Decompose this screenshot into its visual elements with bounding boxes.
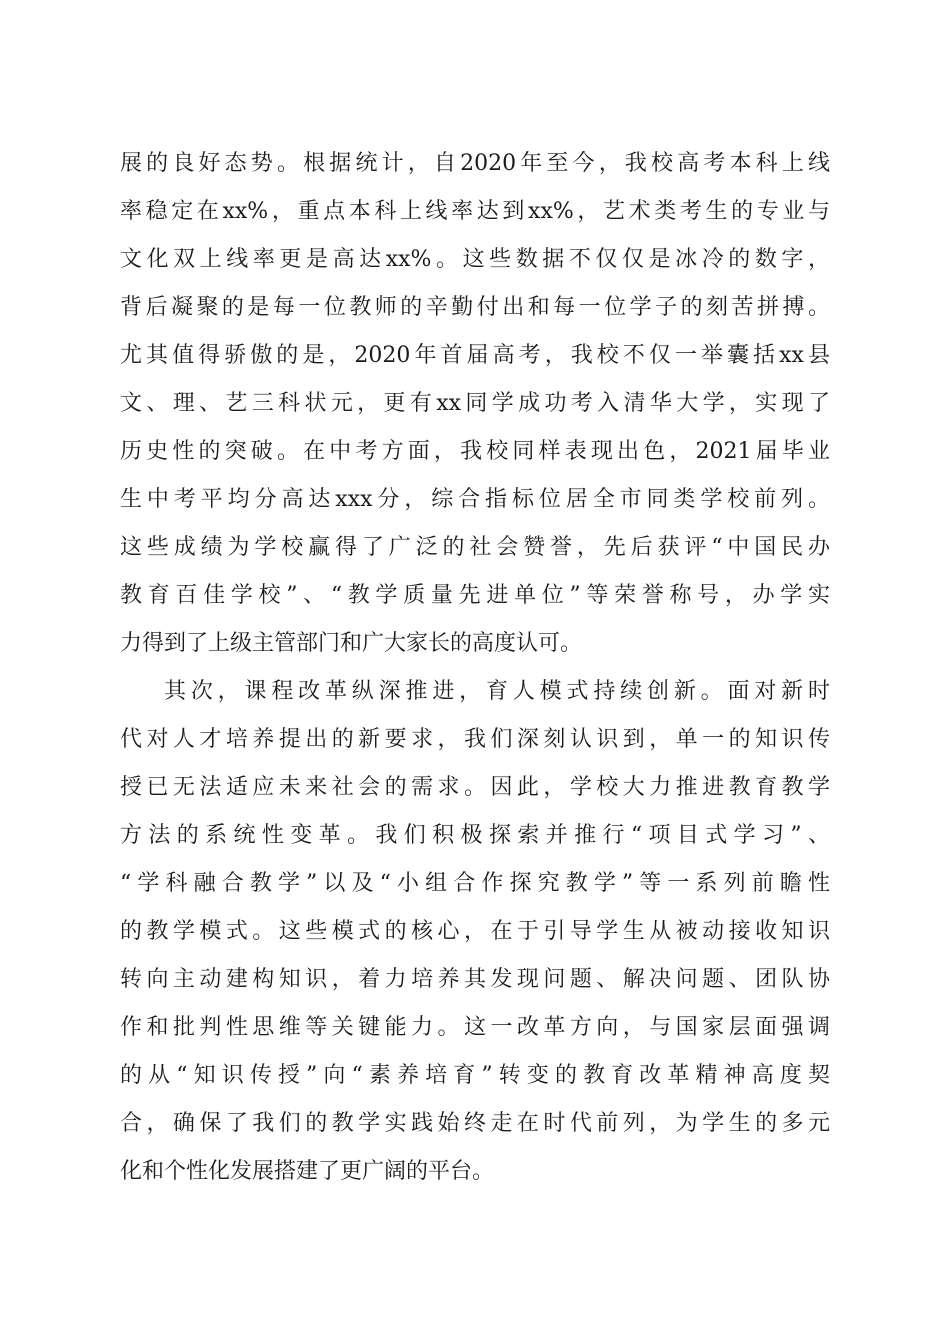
text-line: 教育百佳学校”、“教学质量先进单位”等荣誉称号，办学实 [120, 583, 830, 608]
paragraph-curriculum-reform [120, 668, 830, 1196]
text-line: 尤其值得骄傲的是，2020年首届高考，我校不仅一举囊括xx县 [120, 343, 830, 368]
text-line: 的从“知识传授”向“素养培育”转变的教育改革精神高度契 [120, 1063, 830, 1088]
text-line: 文、理、艺三科状元，更有xx同学成功考入清华大学，实现了 [120, 391, 830, 416]
text-line: 的教学模式。这些模式的核心，在于引导学生从被动接收知识 [120, 919, 830, 944]
text-line: 授已无法适应未来社会的需求。因此，学校大力推进教育教学 [120, 775, 830, 800]
text-line: 历史性的突破。在中考方面，我校同样表现出色，2021届毕业 [120, 439, 830, 464]
text-line: “学科融合教学”以及“小组合作探究教学”等一系列前瞻性 [120, 871, 830, 896]
text-line: 化和个性化发展搭建了更广阔的平台。 [120, 1159, 495, 1184]
text-line: 代对人才培养提出的新要求，我们深刻认识到，单一的知识传 [120, 727, 830, 752]
text-line: 作和批判性思维等关键能力。这一改革方向，与国家层面强调 [120, 1015, 830, 1040]
text-line: 生中考平均分高达xxx分，综合指标位居全市同类学校前列。 [120, 487, 830, 512]
text-line: 其次，课程改革纵深推进，育人模式持续创新。面对新时 [164, 679, 830, 704]
text-line: 文化双上线率更是高达xx%。这些数据不仅仅是冰冷的数字， [120, 247, 830, 272]
text-line: 背后凝聚的是每一位教师的辛勤付出和每一位学子的刻苦拼搏。 [120, 295, 830, 320]
text-line: 转向主动建构知识，着力培养其发现问题、解决问题、团队协 [120, 967, 830, 992]
text-line: 合，确保了我们的教学实践始终走在时代前列，为学生的多元 [120, 1111, 830, 1136]
text-line: 这些成绩为学校赢得了广泛的社会赞誉，先后获评“中国民办 [120, 535, 830, 560]
text-line: 展的良好态势。根据统计，自2020年至今，我校高考本科上线 [120, 151, 830, 176]
document-body [120, 140, 830, 1196]
text-line: 力得到了上级主管部门和广大家长的高度认可。 [120, 631, 583, 656]
text-line: 率稳定在xx%，重点本科上线率达到xx%，艺术类考生的专业与 [120, 199, 830, 224]
text-line: 方法的系统性变革。我们积极探索并推行“项目式学习”、 [120, 823, 830, 848]
paragraph-achievements [120, 140, 830, 668]
